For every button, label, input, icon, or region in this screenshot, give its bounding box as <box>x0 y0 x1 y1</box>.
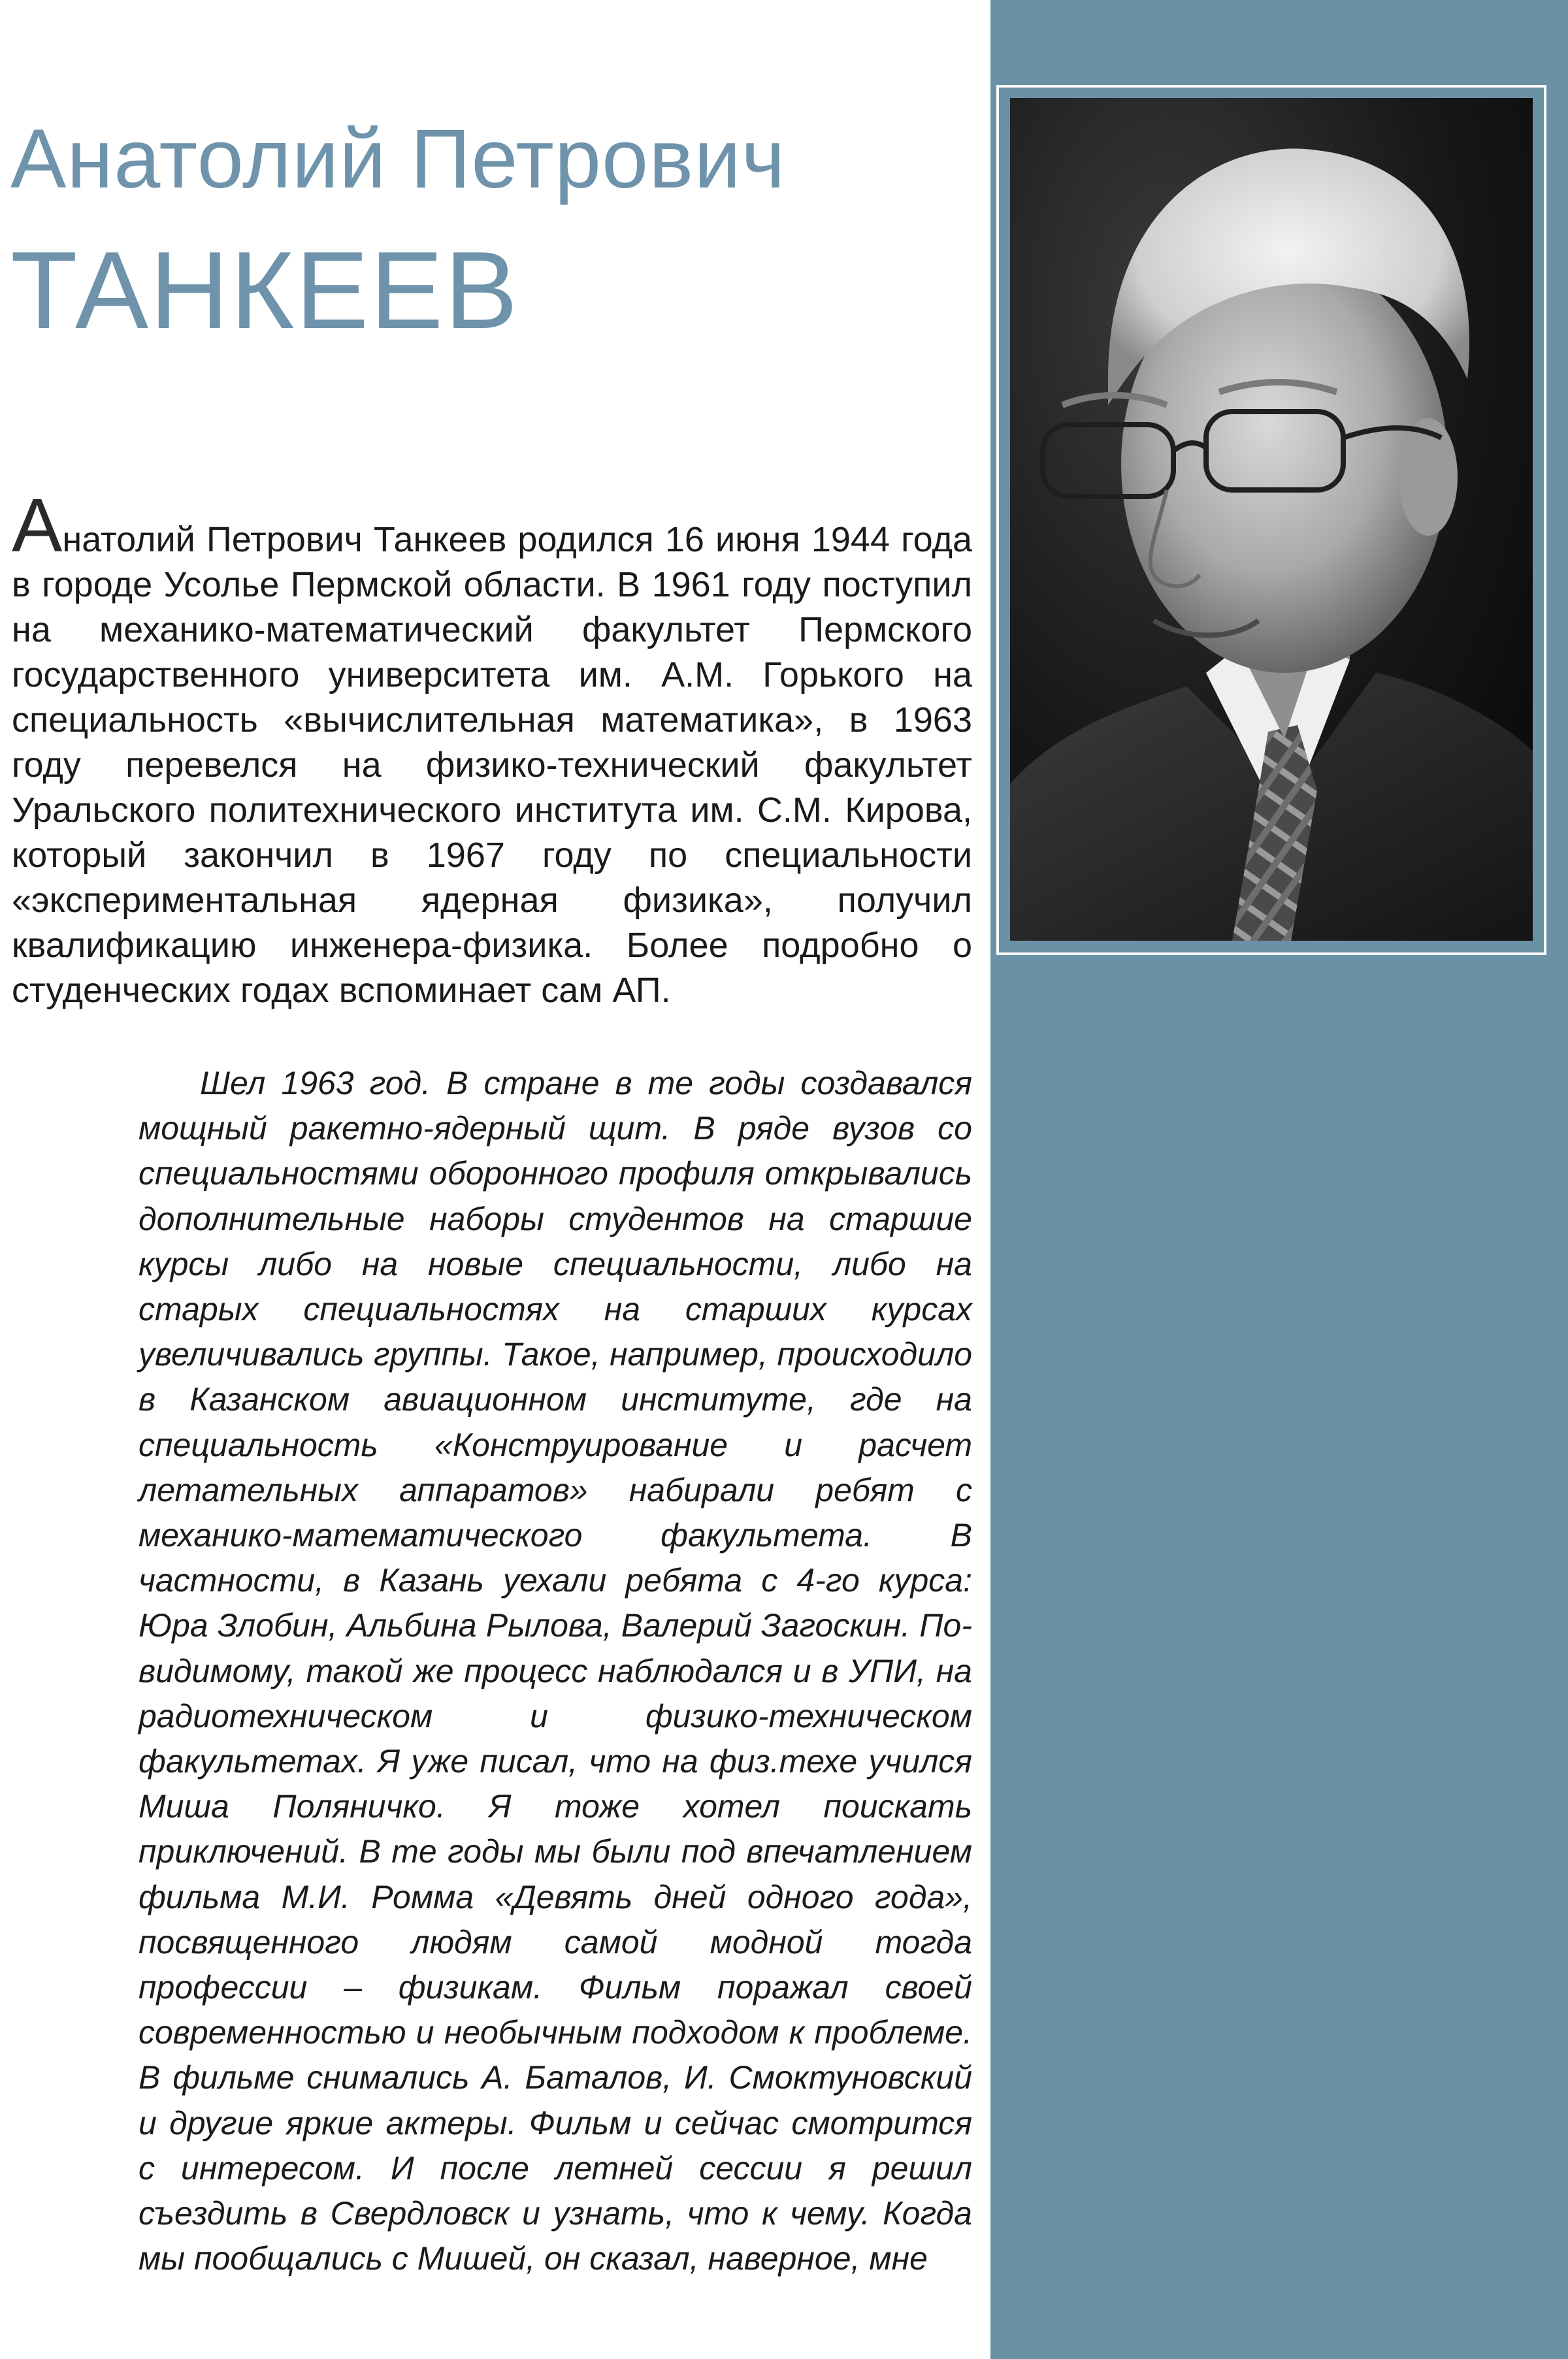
person-surname: ТАНКЕЕВ <box>10 229 519 351</box>
portrait-illustration <box>1010 98 1533 941</box>
person-first-names: Анатолий Петрович <box>10 112 786 206</box>
memoir-quote: Шел 1963 год. В стране в те годы создавался мощный ракетно-ядерный щит. В ряде вузов со специальностями оборонного профиля открывались дополнительные наборы студентов на старшие курсы либо на новые специальности, либо на старых специальностях на старших курсах увеличивались группы. Такое, например, происходило в Казанском авиационном институте, где на специальность «Конструирование и расчет летательных аппаратов» набирали ребят с механико-математического факультета. В частности, в Казань уехали ребята с 4-го курса: Юра Злобин, Альбина Рылова, Валерий Загоскин. По-видимому, такой же процесс наблюдался и в УПИ, на радиотехническом и физико-техническом факультетах. Я уже писал, что на физ.техе учился Миша Поляничко. Я тоже хотел поискать приключений. В те годы мы были под впечатлением фильма М.И. Ромма «Девять дней одного года», посвященного людям самой модной тогда профессии – физикам. Фильм поражал своей современностью и необычным подходом к проблеме. В фильме снимались А. Баталов, И. Смоктуновский и другие яркие актеры. Фильм и сейчас смотрится с интересом. И после летней сессии я решил съездить в Свердловск и узнать, что к чему. Когда мы пообщались с Мишей, он сказал, наверное, мне <box>139 1065 972 2277</box>
biography-text: натолий Петрович Танкеев родился 16 июня 1944 года в городе Усолье Пермской области. В 1961 году поступил на механико-математический факультет Пермского государственного университета им. А.М. Горького на специальность «вычислительная математика», в 1963 году перевелся на физико-технический факультет Уральского политехнического института им. С.М. Кирова, который закончил в 1967 году по специальности «экспериментальная ядерная физика», получил квалификацию инженера-физика. Более подробно о студенческих годах вспоминает сам АП. <box>12 520 972 1010</box>
portrait-photo <box>1010 98 1533 941</box>
biography-paragraph <box>12 483 972 1013</box>
drop-cap: А <box>12 483 63 568</box>
